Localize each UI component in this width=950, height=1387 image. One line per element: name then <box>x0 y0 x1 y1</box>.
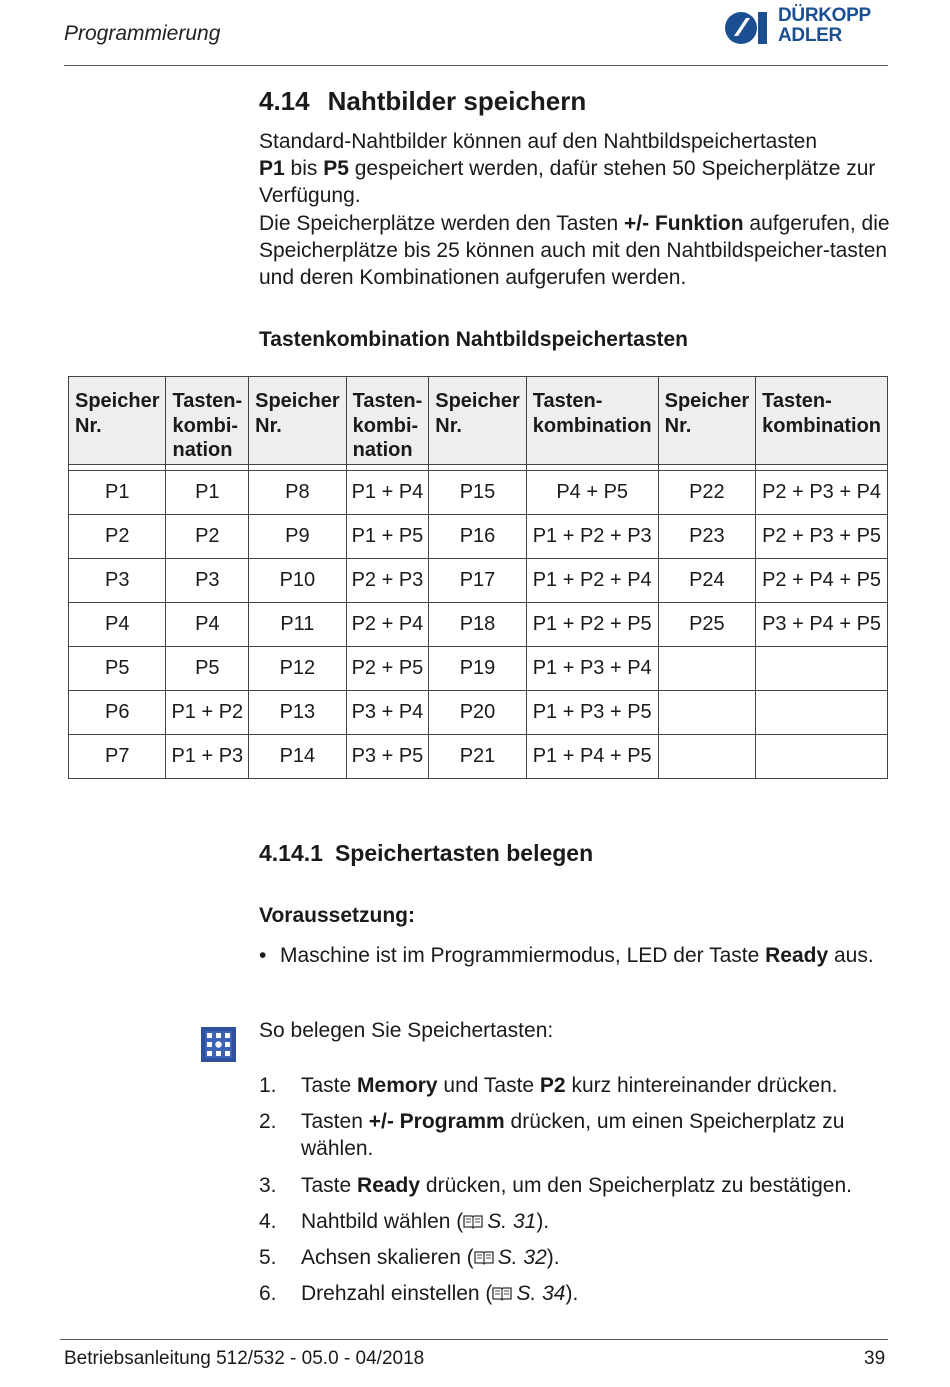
table-cell: P8 <box>249 471 346 515</box>
table-cell: P5 <box>69 647 166 691</box>
table-header-line: Tasten- <box>532 390 603 412</box>
table-header-line: Nr. <box>664 414 692 437</box>
table-header-line: Nr. <box>435 414 462 437</box>
prereq-text-1: Maschine ist im Programmiermodus, LED der Taste <box>280 944 766 967</box>
table-cell: P1 + P5 <box>346 515 429 559</box>
table-cell: P2 + P3 + P5 <box>756 515 888 559</box>
table-header-line: kombination <box>532 414 652 437</box>
table-cell: P24 <box>658 559 755 603</box>
table-header-line: Speicher <box>664 390 750 412</box>
table-cell: P25 <box>658 603 755 647</box>
table-cell: P9 <box>249 515 346 559</box>
table-cell: P3 <box>166 559 249 603</box>
step-key-programm: +/- Programm <box>368 1110 505 1134</box>
table-cell: P16 <box>429 515 526 559</box>
table-header-line: Speicher <box>255 390 340 412</box>
table-cell: P10 <box>249 559 346 603</box>
table-header-line: kombi- <box>352 414 419 437</box>
table-cell: P12 <box>249 647 346 691</box>
table-cell <box>756 691 888 735</box>
table-cell: P2 <box>69 515 166 559</box>
table-cell: P1 + P2 + P4 <box>526 559 658 603</box>
subsection-heading <box>259 840 593 867</box>
step-text: und Taste <box>437 1074 540 1097</box>
table-cell: P23 <box>658 515 755 559</box>
table-cell: P3 + P4 <box>346 691 429 735</box>
header-section-title: Programmierung <box>64 22 221 45</box>
table-header-cell <box>249 377 346 465</box>
step-text: Tasten <box>301 1110 369 1134</box>
table-header-line: Tasten- <box>762 390 832 412</box>
table-cell: P2 <box>166 515 249 559</box>
step-4 <box>259 1208 899 1235</box>
table-cell: P18 <box>429 603 526 647</box>
page-reference-link[interactable]: S. 31 <box>487 1209 537 1233</box>
prerequisite-heading: Voraussetzung: <box>259 904 415 927</box>
table-cell: P1 + P2 + P5 <box>526 603 658 647</box>
subsection-title: Speichertasten belegen <box>334 840 594 866</box>
step-text: Taste <box>301 1173 358 1197</box>
table-cell: P21 <box>429 735 526 779</box>
table-cell: P3 <box>69 559 166 603</box>
table-cell <box>658 735 755 779</box>
table-header-row <box>69 377 888 465</box>
table-header-line: Tasten- <box>172 390 243 412</box>
step-text: drücken, um einen Speicherplatz zu wählen. <box>301 1110 845 1161</box>
table-cell: P2 + P5 <box>346 647 429 691</box>
page-reference-link[interactable]: S. 34 <box>516 1282 566 1306</box>
table-cell: P17 <box>429 559 526 603</box>
table-row <box>69 559 888 603</box>
table-cell: P1 <box>166 471 249 515</box>
step-2 <box>259 1108 899 1162</box>
table-cell: P4 <box>166 603 249 647</box>
table-cell: P11 <box>249 603 346 647</box>
step-text: Taste <box>301 1074 358 1097</box>
table-cell: P1 + P4 <box>346 471 429 515</box>
table-cell: P4 + P5 <box>526 471 658 515</box>
intro-key-p5: P5 <box>323 157 349 181</box>
table-cell: P1 + P3 + P4 <box>526 647 658 691</box>
intro-paragraph-1 <box>259 128 899 210</box>
table-header-cell <box>526 377 658 465</box>
table-cell: P2 + P4 + P5 <box>756 559 888 603</box>
table-cell <box>756 735 888 779</box>
table-header-line: kombination <box>762 414 881 437</box>
control-panel-icon <box>201 1027 236 1062</box>
step-number: 1. <box>259 1074 277 1097</box>
table-header-line: Speicher <box>75 390 160 412</box>
step-text: kurz hintereinander drücken. <box>565 1074 838 1097</box>
table-row <box>69 691 888 735</box>
step-text: Nahtbild wählen ( <box>301 1209 464 1233</box>
table-header-cell <box>346 377 429 465</box>
intro-text-2: bis <box>284 157 324 181</box>
table-row <box>69 603 888 647</box>
footer-divider <box>60 1339 888 1340</box>
step-5 <box>259 1244 899 1271</box>
step-number: 4. <box>259 1209 277 1233</box>
intro-text-4: Die Speicherplätze werden den Tasten <box>259 212 625 235</box>
intro-text-1: Standard-Nahtbilder können auf den Nahtbildspeichertasten <box>259 130 818 153</box>
step-number: 3. <box>259 1173 277 1197</box>
step-1 <box>259 1072 899 1099</box>
step-number: 2. <box>259 1110 277 1134</box>
table-cell: P1 + P3 <box>166 735 249 779</box>
table-header-cell <box>658 377 755 465</box>
table-cell <box>658 691 755 735</box>
table-row <box>69 471 888 515</box>
book-icon <box>474 1250 494 1265</box>
book-icon <box>492 1286 512 1301</box>
section-title: Nahtbilder speichern <box>327 86 587 116</box>
step-key-ready: Ready <box>357 1173 421 1197</box>
book-icon <box>463 1214 483 1229</box>
table-cell: P5 <box>166 647 249 691</box>
step-text: drücken, um den Speicherplatz zu bestätigen. <box>420 1173 852 1197</box>
prereq-text-2: aus. <box>828 944 874 967</box>
table-cell: P4 <box>69 603 166 647</box>
procedure-steps <box>259 1072 899 1316</box>
table-cell: P13 <box>249 691 346 735</box>
table-row <box>69 735 888 779</box>
step-number: 5. <box>259 1246 277 1270</box>
intro-key-funktion: +/- Funktion <box>624 212 744 235</box>
table-header-line: Tasten- <box>352 390 423 412</box>
step-key-memory: Memory <box>357 1074 438 1097</box>
table-cell: P19 <box>429 647 526 691</box>
table-cell: P2 + P3 + P4 <box>756 471 888 515</box>
page-reference-link[interactable]: S. 32 <box>497 1246 547 1270</box>
table-header-cell <box>756 377 888 465</box>
intro-key-p1: P1 <box>259 157 285 181</box>
intro-text-5: aufgerufen, die Speicherplätze bis 25 können auch mit den Nahtbildspeicher-tasten und deren Kombinationen aufgerufen werden. <box>259 212 890 290</box>
section-heading <box>259 86 586 117</box>
table-cell: P22 <box>658 471 755 515</box>
table-cell: P15 <box>429 471 526 515</box>
logo-line-1: DÜRKOPP <box>778 5 871 26</box>
table-cell: P2 + P3 <box>346 559 429 603</box>
table-header-cell <box>429 377 526 465</box>
step-number: 6. <box>259 1282 277 1306</box>
footer-page-number: 39 <box>864 1348 886 1369</box>
prereq-key-ready: Ready <box>765 944 829 967</box>
table-header-line: nation <box>172 439 233 461</box>
table-cell: P14 <box>249 735 346 779</box>
table-header-line: Nr. <box>255 414 282 437</box>
prerequisite-item <box>259 942 899 969</box>
step-text: ). <box>565 1282 579 1306</box>
table-cell: P1 + P3 + P5 <box>526 691 658 735</box>
step-3 <box>259 1172 899 1199</box>
table-header-line: kombi- <box>172 414 239 437</box>
table-title: Tastenkombination Nahtbildspeichertasten <box>259 328 689 351</box>
table-header-cell <box>166 377 249 465</box>
intro-text-3: gespeichert werden, dafür stehen 50 Speicherplätze zur Verfügung. <box>259 157 876 208</box>
table-cell: P6 <box>69 691 166 735</box>
header-divider <box>64 65 888 66</box>
section-number: 4.14 <box>259 86 310 116</box>
table-cell: P7 <box>69 735 166 779</box>
key-combination-table <box>68 376 888 779</box>
procedure-lead: So belegen Sie Speichertasten: <box>259 1019 554 1042</box>
step-key-p2: P2 <box>539 1074 566 1097</box>
brand-logo <box>724 6 890 50</box>
table-header-line: Speicher <box>435 390 520 412</box>
step-text: ). <box>546 1246 560 1270</box>
intro-paragraph-2 <box>259 210 899 292</box>
subsection-number: 4.14.1 <box>259 840 323 866</box>
table-header-line: Nr. <box>75 414 102 437</box>
table-cell: P2 + P4 <box>346 603 429 647</box>
table-cell: P1 + P2 <box>166 691 249 735</box>
step-text: ). <box>536 1209 550 1233</box>
table-cell: P3 + P5 <box>346 735 429 779</box>
step-6 <box>259 1280 899 1307</box>
duerkopp-adler-logo-icon <box>724 6 776 50</box>
footer-manual-info: Betriebsanleitung 512/532 - 05.0 - 04/2018 <box>64 1348 425 1369</box>
table-cell: P1 + P2 + P3 <box>526 515 658 559</box>
step-text: Achsen skalieren ( <box>301 1246 474 1270</box>
table-cell: P3 + P4 + P5 <box>756 603 888 647</box>
bullet-icon: • <box>259 944 267 967</box>
step-text: Drehzahl einstellen ( <box>301 1282 493 1306</box>
table-header-line: nation <box>352 439 413 461</box>
logo-line-2: ADLER <box>778 25 842 46</box>
table-row <box>69 515 888 559</box>
table-cell: P1 + P4 + P5 <box>526 735 658 779</box>
table-row <box>69 647 888 691</box>
table-header-cell <box>69 377 166 465</box>
table-cell <box>658 647 755 691</box>
table-cell: P20 <box>429 691 526 735</box>
table-cell <box>756 647 888 691</box>
table-cell: P1 <box>69 471 166 515</box>
